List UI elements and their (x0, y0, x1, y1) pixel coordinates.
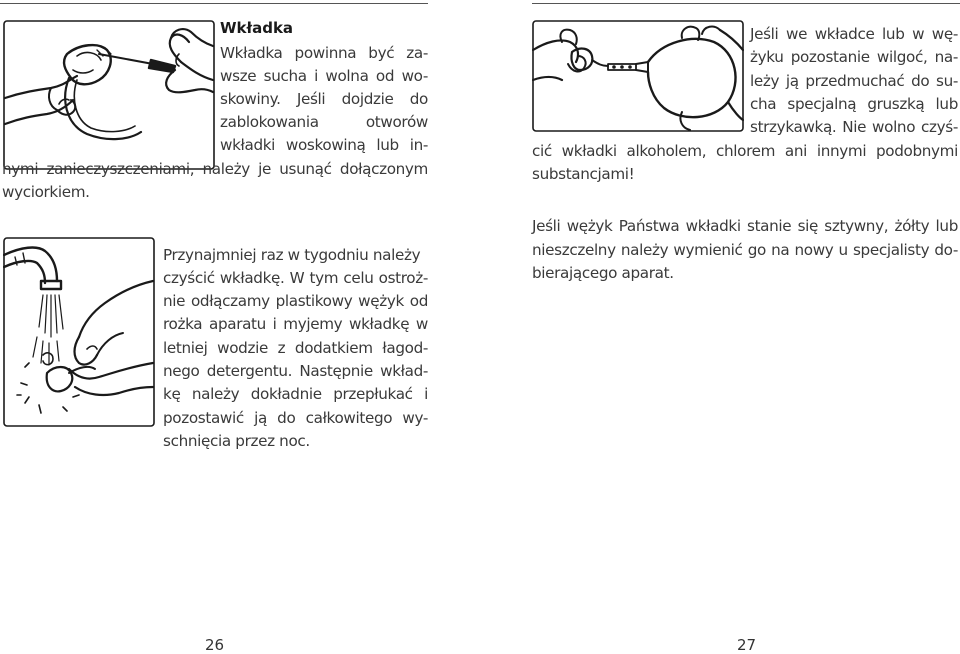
right-para1-line: cić wkładki alkoholem, chlorem ani innymi podobnymi (532, 142, 958, 160)
right-para1-line: substancjami! (532, 165, 635, 183)
left-para2-line: nego detergentu. Następnie wkład- (163, 362, 428, 380)
left-para2-line: Przynajmniej raz w tygodniu należy (163, 246, 421, 264)
left-para2-line: czyścić wkładkę. W tym celu ostroż- (163, 269, 428, 287)
left-para2-line: letniej wodzie z dodatkiem łagod- (163, 339, 428, 357)
earmold-brush-illustration (3, 20, 215, 170)
right-para2-line: Jeśli wężyk Państwa wkładki stanie się sztywny, żółty lub (532, 217, 958, 235)
left-para1-line: zablokowania otworów (220, 113, 428, 131)
left-para1-line: wkładki woskowiną lub in- (220, 136, 428, 154)
page-number-right: 27 (737, 636, 757, 654)
left-para1-line: skowiny. Jeśli dojdzie do (220, 90, 428, 108)
left-header-rule (0, 3, 428, 4)
left-para1-line: wyciorkiem. (2, 183, 90, 201)
left-para1-line: wsze sucha i wolna od wo- (220, 67, 428, 85)
right-para1-line: cha specjalną gruszką lub (750, 95, 958, 113)
right-para2-line: bierającego aparat. (532, 264, 674, 282)
left-para2-line: pozostawić ją do całkowitego wy- (163, 409, 428, 427)
right-para1-line: żyku pozostanie wilgoć, na- (750, 48, 958, 66)
left-para1-line: nymi zanieczyszczeniami, należy je usunąć dołączonym (2, 160, 428, 178)
section-heading: Wkładka (220, 19, 294, 37)
left-para2-line: rożka aparatu i myjemy wkładkę w (163, 315, 428, 333)
right-para1-line: strzykawką. Nie wolno czyś- (750, 118, 958, 136)
right-para2-line: nieszczelny należy wymienić go na nowy u specjalisty do- (532, 241, 958, 259)
left-para2-line: schnięcia przez noc. (163, 432, 310, 450)
right-header-rule (532, 3, 960, 4)
page-number-left: 26 (205, 636, 225, 654)
air-blower-illustration (532, 20, 744, 132)
right-para1-line: leży ją przedmuchać do su- (750, 72, 958, 90)
left-para1-line: Wkładka powinna być za- (220, 44, 428, 62)
washing-under-tap-illustration (3, 237, 155, 427)
right-para1-line: Jeśli we wkładce lub w wę- (750, 25, 958, 43)
left-para2-line: nie odłączamy plastikowy wężyk od (163, 292, 428, 310)
left-para2-line: kę należy dokładnie przepłukać i (163, 385, 428, 403)
